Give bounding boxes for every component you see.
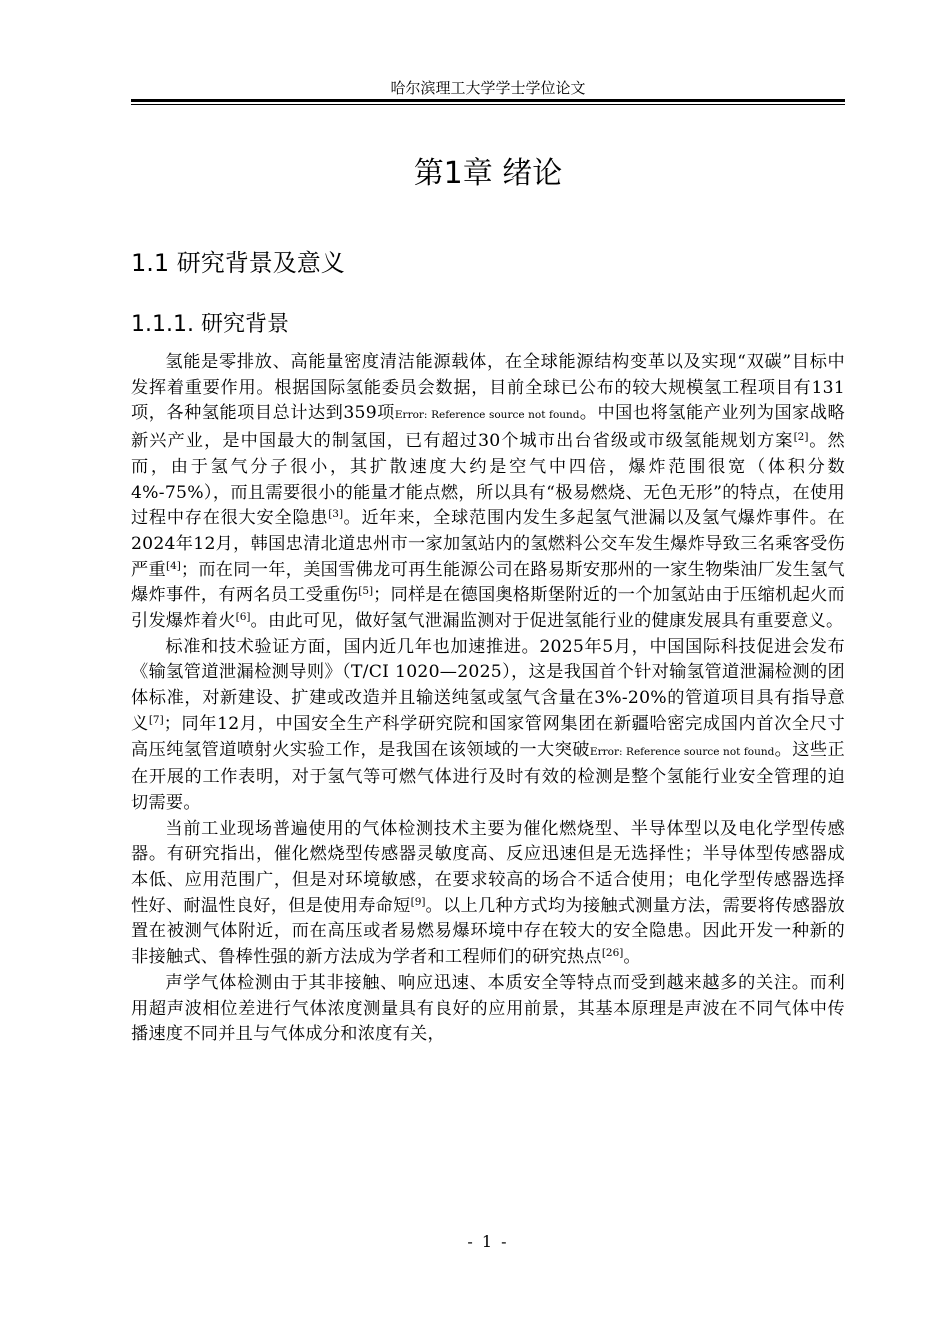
text-run: ；同年12月，中国安全生产科学研究院和国家管网集团在新疆哈密完成国内首次全尺寸高压纯氢管道喷射火实验工作，是我国在该领域的一大突破 bbox=[131, 713, 845, 760]
text-run: ；而在同一年，美国雪佛龙可再生能源公司在路易斯安那州的一家生物柴油厂发生氢气爆炸事件，有两名员工受重伤 bbox=[131, 559, 845, 606]
text-run: 。由此可见，做好氢气泄漏监测对于促进氢能行业的健康发展具有重要意义。 bbox=[250, 611, 844, 632]
citation: [26] bbox=[601, 947, 624, 960]
citation: [6] bbox=[235, 611, 251, 624]
text-run: ；同样是在德国奥格斯堡附近的一个加氢站由于压缩机起火而引发爆炸着火 bbox=[131, 585, 845, 632]
citation: [7] bbox=[148, 714, 164, 727]
citation: [4] bbox=[165, 559, 181, 572]
citation: [9] bbox=[410, 896, 426, 908]
text-run: 。以上几种方式均为接触式测量方法，需要将传感器放置在被测气体附近，而在高压或者易燃易爆环境中存在较大的安全隐患。因此开发一种新的非接触式、鲁棒性强的新方法成为学者和工程师们的研究热点 bbox=[131, 895, 845, 968]
reference-error: Error: Reference source not found bbox=[589, 745, 775, 758]
header-rule-thin bbox=[131, 104, 845, 105]
chapter-title: 第1章 绪论 bbox=[413, 156, 563, 191]
paragraph-2 bbox=[131, 635, 845, 817]
text-run: 。中国也将氢能产业列为国家战略新兴产业，是中国最大的制氢国，已有超过30个城市出台省级或市级氢能规划方案 bbox=[131, 403, 845, 452]
text-run: 氢能是零排放、高能量密度清洁能源载体，在全球能源结构变革以及实现“双碳”目标中发挥着重要作用。根据国际氢能委员会数据，目前全球已公布的较大规模氢工程项目有131项，各种氢能项目总计达到359项 bbox=[131, 352, 845, 424]
reference-error: Error: Reference source not found bbox=[394, 409, 580, 422]
text-run: 标准和技术验证方面，国内近几年也加速推进。2025年5月，中国国际科技促进会发布《输氢管道泄漏检测导则》（T/CI 1020—2025），这是我国首个针对输氢管道泄漏检测的团体标准，对新建设、扩建或改造并且输送纯氢或氢气含量在3%-20%的管道项目具有指导意义 bbox=[131, 636, 845, 734]
body-text bbox=[131, 350, 845, 1048]
text-run: 。然而，由于氢气分子很小，其扩散速度大约是空气中四倍，爆炸范围很宽（体积分数4%-75%），而且需要很小的能量才能点燃，所以具有“极易燃烧、无色无形”的特点，在使用过程中存在很大安全隐患 bbox=[131, 431, 845, 529]
paragraph-1 bbox=[131, 350, 845, 635]
paragraph-4 bbox=[131, 971, 845, 1048]
citation: [2] bbox=[793, 431, 809, 444]
citation: [3] bbox=[328, 508, 344, 521]
citation: [5] bbox=[358, 585, 374, 598]
header-rule-thick bbox=[131, 99, 845, 102]
section-heading: 1.1 研究背景及意义 bbox=[131, 249, 345, 277]
subsection-heading: 1.1.1. 研究背景 bbox=[131, 312, 289, 337]
paragraph-3 bbox=[131, 817, 845, 971]
text-run: 声学气体检测由于其非接触、响应迅速、本质安全等特点而受到越来越多的关注。而利用超声波相位差进行气体浓度测量具有良好的应用前景，其基本原理是声波在不同气体中传播速度不同并且与气体成分和浓度有关， bbox=[131, 972, 845, 1045]
running-header: 哈尔滨理工大学学士学位论文 bbox=[390, 79, 586, 97]
text-run: 。 bbox=[623, 947, 641, 968]
text-run: 当前工业现场普遍使用的气体检测技术主要为催化燃烧型、半导体型以及电化学型传感器。有研究指出，催化燃烧型传感器灵敏度高、反应迅速但是无选择性；半导体型传感器成本低、应用范围广，但是对环境敏感，在要求较高的场合不适合使用；电化学型传感器选择性好、耐温性良好，但是使用寿命短 bbox=[131, 818, 845, 916]
text-run: 。这些正在开展的工作表明，对于氢气等可燃气体进行及时有效的检测是整个氢能行业安全管理的迫切需要。 bbox=[131, 739, 845, 813]
page-number: - 1 - bbox=[467, 1232, 509, 1251]
text-run: 。近年来，全球范围内发生多起氢气泄漏以及氢气爆炸事件。在2024年12月，韩国忠清北道忠州市一家加氢站内的氢燃料公交车发生爆炸导致三名乘客受伤严重 bbox=[131, 508, 845, 580]
